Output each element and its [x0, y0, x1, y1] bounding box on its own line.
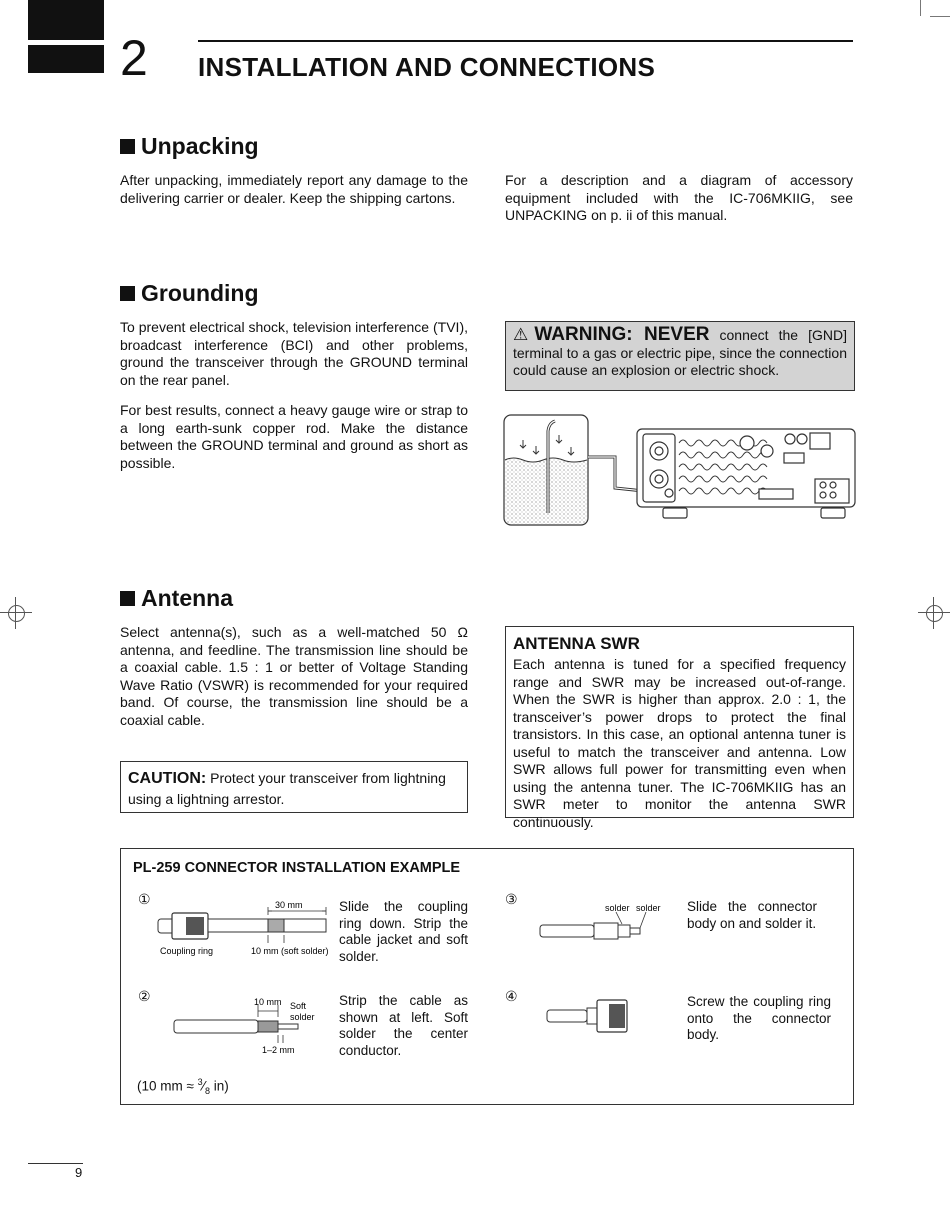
- step-1-text: Slide the coupling ring down. Strip the cable jacket and soft solder.: [339, 899, 468, 964]
- step-2-diagram: [170, 993, 330, 1058]
- step-1-label-coupling-ring: Coupling ring: [160, 946, 214, 956]
- antenna-swr-title: ANTENNA SWR: [513, 634, 640, 653]
- registration-mark-left: [0, 597, 32, 629]
- chapter-title: INSTALLATION AND CONNECTIONS: [198, 52, 656, 82]
- chapter-number: 2: [120, 30, 148, 86]
- step-3-label-solder-2: solder: [636, 903, 661, 913]
- step-3-number: ③: [505, 891, 518, 907]
- caution-box: [120, 761, 468, 813]
- step-1-label-30mm: 30 mm: [275, 900, 303, 910]
- unpacking-left-text: After unpacking, immediately report any damage to the delivering carrier or dealer. Keep the shipping cartons.: [120, 172, 468, 206]
- conversion-note: (10 mm ≈ $^3⁄_8$ in): [137, 1077, 229, 1097]
- step-4-text: Screw the coupling ring onto the connector body.: [687, 994, 831, 1042]
- step-2-label-1-2mm: 1–2 mm: [262, 1045, 295, 1055]
- grounding-heading: Grounding: [120, 280, 259, 307]
- step-2-label-soft: Soft: [290, 1001, 307, 1011]
- antenna-swr-text: Each antenna is tuned for a specified frequency range and SWR may be increased out-of-range. When the SWR is higher than approx. 2.0 : 1, the transceiver’s power drops to protect the final transistors. In this case, an optional antenna tuner is useful to match the transceiver and antenna. Low SWR allows full power for transmitting even when using the antenna tuner. The IC-706MKIIG has an SWR meter to monitor the antenna SWR continuously.: [513, 656, 846, 830]
- step-3-text: Slide the connector body on and solder it.: [687, 899, 817, 931]
- step-1-label-soft-solder: 10 mm (soft solder): [251, 946, 329, 956]
- antenna-text: Select antenna(s), such as a well-matched 50 Ω antenna, and feedline. The transmission line should be a coaxial cable. 1.5 : 1 or better of Voltage Standing Wave Ratio (VSWR) is recommended for your required band. Of course, the transmission line should be a coaxial cable.: [120, 624, 468, 728]
- caution-text: Protect your transceiver from lightning using a lightning arrestor.: [128, 770, 446, 807]
- page-number: 9: [75, 1165, 83, 1180]
- header-rule: [198, 40, 853, 42]
- antenna-heading: Antenna: [120, 585, 233, 612]
- warning-text: connect the [GND] terminal to a gas or electric pipe, since the connection could cause an explosion or electric shock.: [513, 327, 847, 378]
- grounding-para-1: To prevent electrical shock, television interference (TVI), broadcast interference (BCI) and other problems, ground the transceiver through the GROUND terminal on the rear panel.: [120, 319, 468, 388]
- step-3-label-solder-1: solder: [605, 903, 630, 913]
- pl259-title: PL-259 CONNECTOR INSTALLATION EXAMPLE: [133, 860, 461, 876]
- heading-square-icon: [120, 286, 135, 301]
- antenna-swr-box: [505, 626, 854, 830]
- step-2-label-10mm: 10 mm: [254, 997, 282, 1007]
- warning-icon: ⚠: [513, 325, 535, 344]
- step-2-label-solder: solder: [290, 1012, 315, 1022]
- caution-label: CAUTION:: [128, 770, 207, 787]
- corner-block-top: [28, 0, 104, 40]
- transceiver-rear: [637, 429, 855, 518]
- footer-rule: [28, 1163, 83, 1164]
- unpacking-right-text: For a description and a diagram of accessory equipment included with the IC-706MKIIG, see UNPACKING on p. ii of this manual.: [505, 172, 853, 223]
- heading-square-icon: [120, 139, 135, 154]
- step-4-diagram: [545, 995, 635, 1037]
- warning-label: WARNING: NEVER: [534, 324, 710, 345]
- step-2-number: ②: [138, 988, 151, 1004]
- crop-mark-top-right: [920, 0, 921, 16]
- step-1-diagram: [150, 895, 335, 960]
- pl259-box: [120, 848, 854, 1105]
- registration-mark-right: [918, 597, 950, 629]
- heading-square-icon: [120, 591, 135, 606]
- step-1-number: ①: [138, 891, 151, 907]
- corner-block-bottom: [28, 45, 104, 73]
- step-4-number: ④: [505, 988, 518, 1004]
- warning-box: [505, 321, 855, 391]
- crop-mark-top-right-h: [930, 16, 950, 17]
- grounding-diagram: [503, 413, 858, 528]
- grounding-para-2: For best results, connect a heavy gauge wire or strap to a long earth-sunk copper rod. Make the distance between the GROUND terminal and ground as short as possible.: [120, 402, 468, 471]
- step-2-text: Strip the cable as shown at left. Soft solder the center conductor.: [339, 993, 468, 1058]
- unpacking-heading: Unpacking: [120, 133, 259, 160]
- step-3-diagram: [536, 897, 676, 947]
